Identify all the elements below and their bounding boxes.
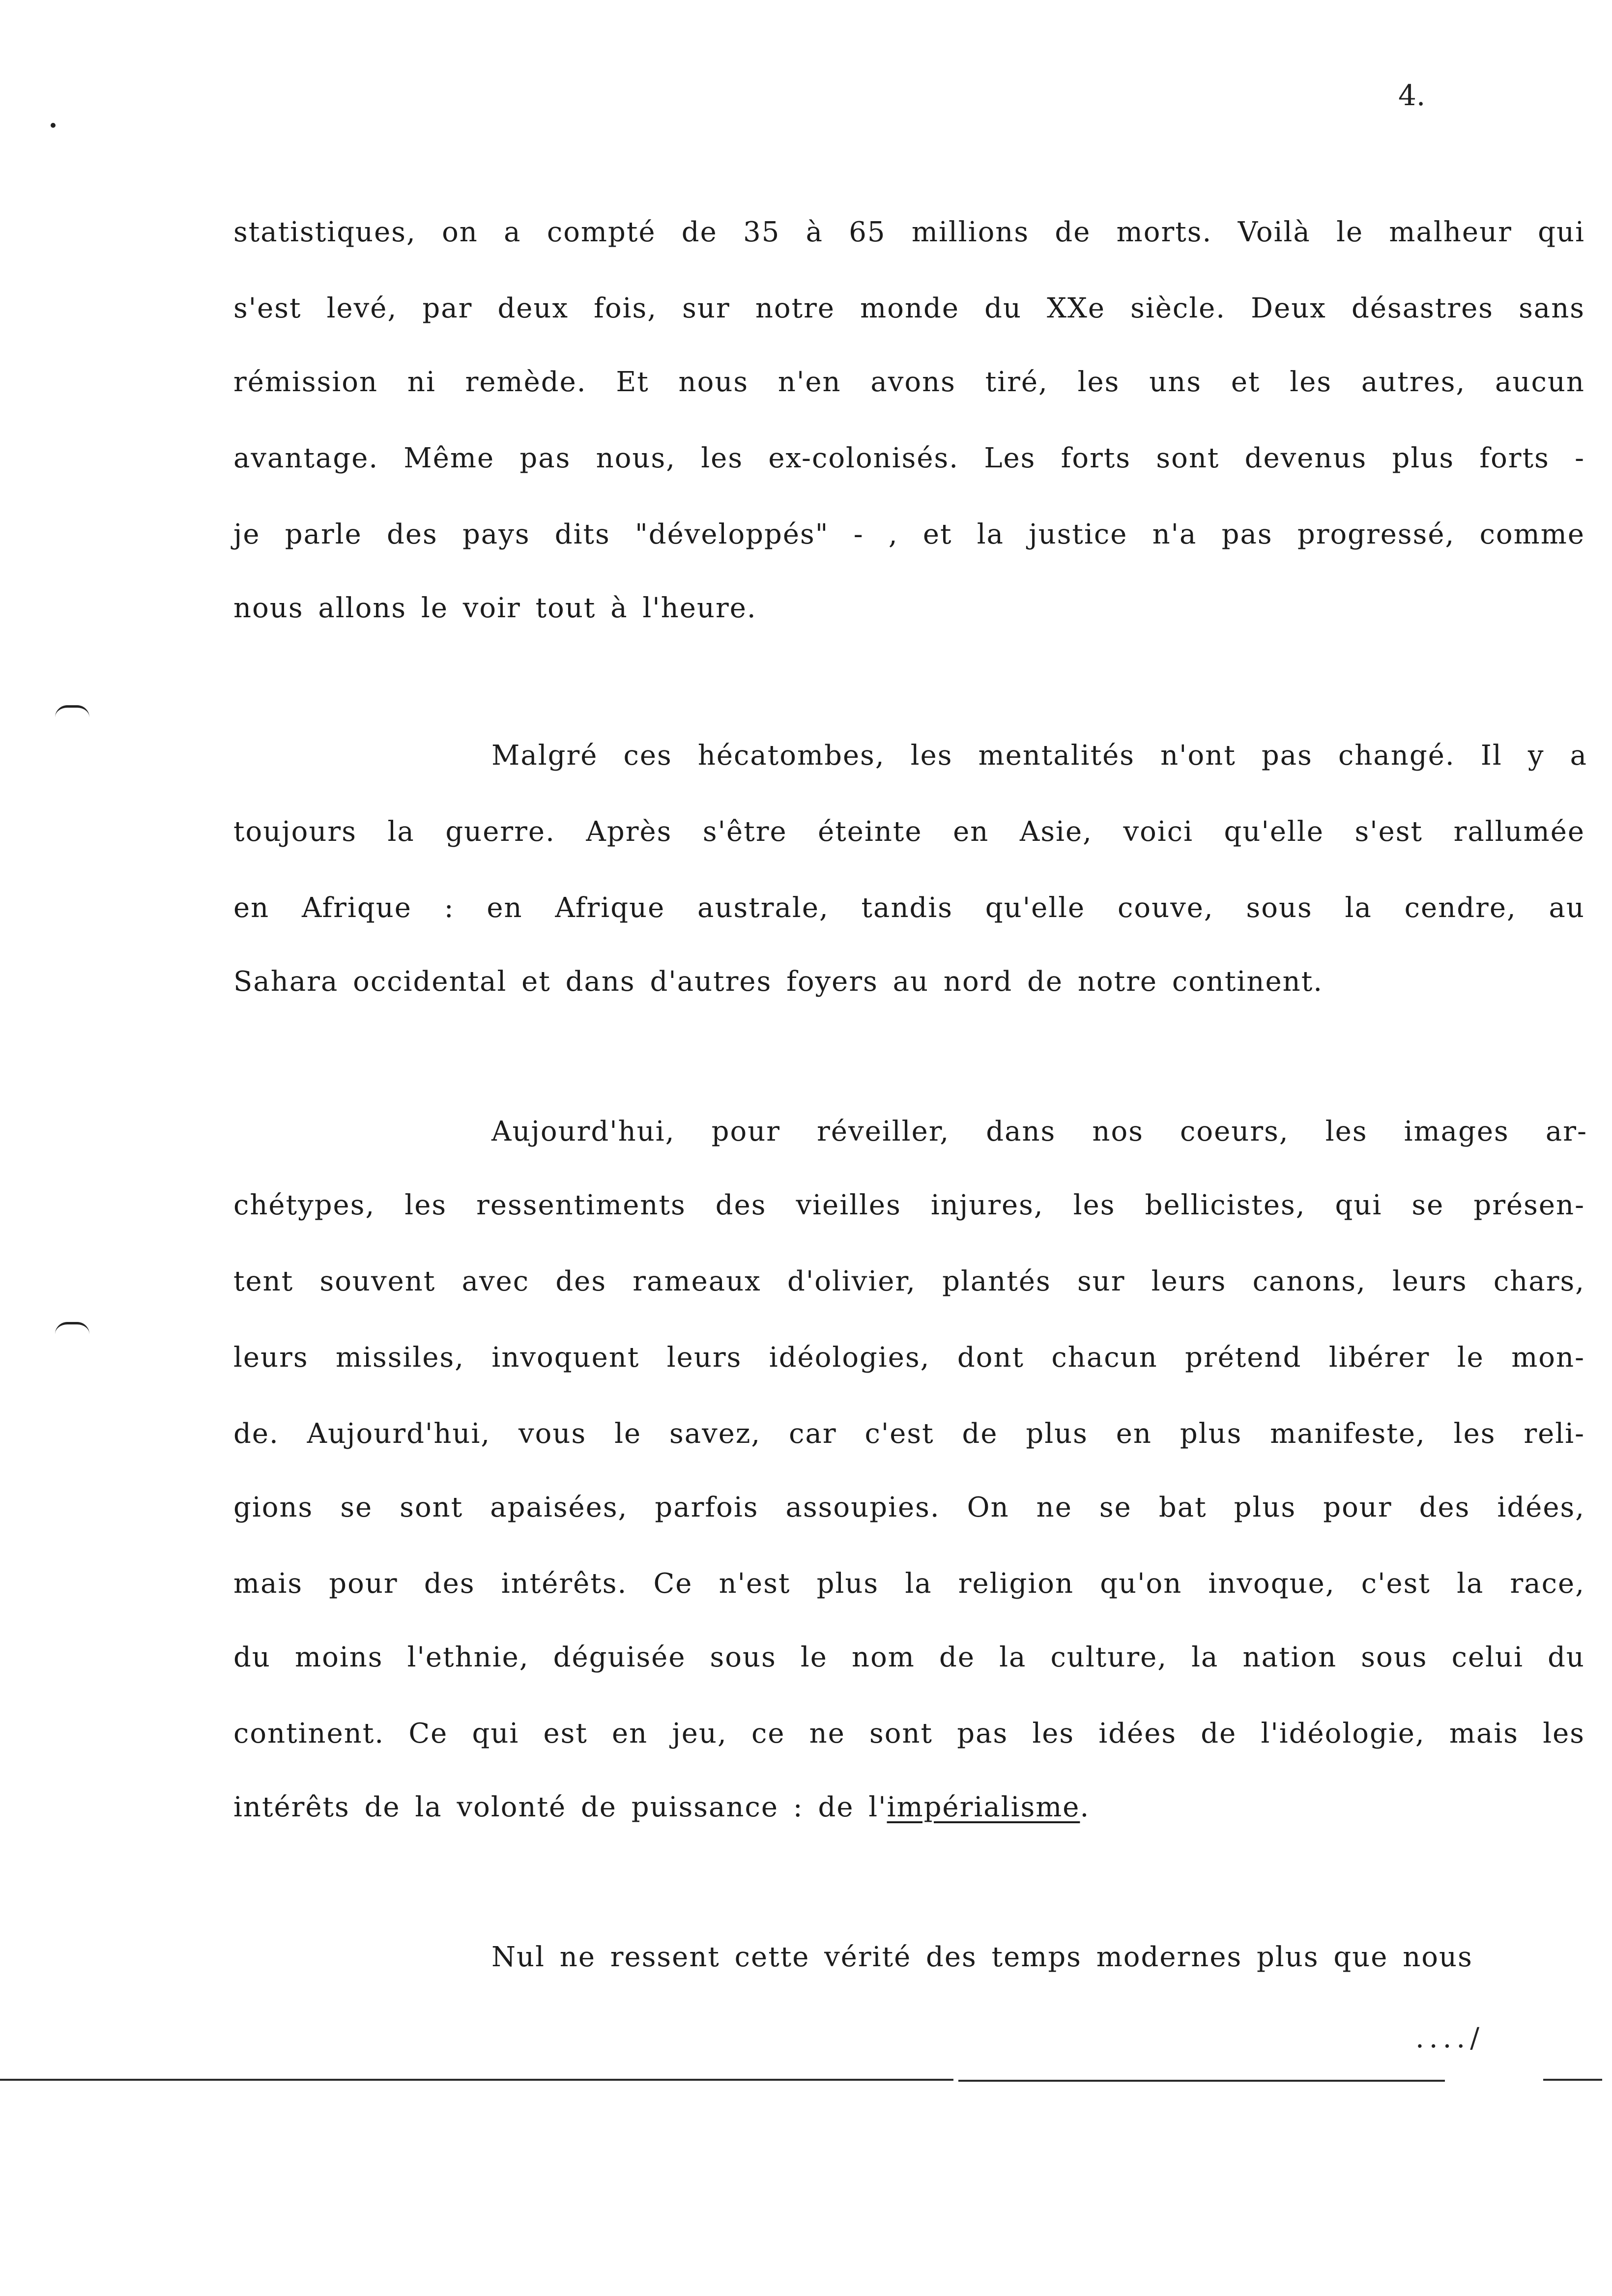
text-line: gions se sont apaisées, parfois assoupies. On ne se bat plus pour des idées, xyxy=(233,1492,1585,1523)
text-line: s'est levé, par deux fois, sur notre monde du XXe siècle. Deux désastres sans xyxy=(233,292,1585,324)
stray-dot-mark xyxy=(51,123,56,128)
footer-rule-right xyxy=(1543,2079,1602,2081)
text-line: du moins l'ethnie, déguisée sous le nom de la culture, la nation sous celui du xyxy=(233,1641,1585,1673)
text-line: mais pour des intérêts. Ce n'est plus la religion qu'on invoque, c'est la race, xyxy=(233,1568,1585,1600)
text-line: je parle des pays dits "développés" - , et la justice n'a pas progressé, comme xyxy=(233,518,1585,550)
text-line: Sahara occidental et dans d'autres foyers au nord de notre continent. xyxy=(233,966,1324,998)
text-segment: intérêts de la volonté de puissance : de l' xyxy=(233,1791,887,1823)
text-line: chétypes, les ressentiments des vieilles injures, les bellicistes, qui se présen- xyxy=(233,1189,1585,1221)
text-line: nous allons le voir tout à l'heure. xyxy=(233,592,757,624)
text-line-indented: Aujourd'hui, pour réveiller, dans nos coeurs, les images ar- xyxy=(491,1116,1587,1148)
text-line: continent. Ce qui est en jeu, ce ne sont pas les idées de l'idéologie, mais les xyxy=(233,1718,1585,1750)
text-line: en Afrique : en Afrique australe, tandis qu'elle couve, sous la cendre, au xyxy=(233,892,1585,924)
underlined-word: impérialisme xyxy=(887,1791,1080,1823)
text-line: de. Aujourd'hui, vous le savez, car c'est de plus en plus manifeste, les reli- xyxy=(233,1418,1585,1450)
text-line-last xyxy=(233,1791,1585,1823)
left-margin-mark-1 xyxy=(55,705,89,718)
footer-rule-left xyxy=(0,2079,953,2081)
page-number: 4. xyxy=(1398,79,1426,112)
text-line: toujours la guerre. Après s'être éteinte en Asie, voici qu'elle s'est rallumée xyxy=(233,816,1585,848)
continuation-mark: ..../ xyxy=(1415,2022,1485,2054)
left-margin-mark-2 xyxy=(55,1322,89,1334)
text-line: leurs missiles, invoquent leurs idéologies, dont chacun prétend libérer le mon- xyxy=(233,1342,1585,1374)
text-line: avantage. Même pas nous, les ex-colonisés. Les forts sont devenus plus forts - xyxy=(233,442,1585,474)
text-line-indented: Nul ne ressent cette vérité des temps modernes plus que nous xyxy=(491,1941,1473,1973)
text-line: rémission ni remède. Et nous n'en avons tiré, les uns et les autres, aucun xyxy=(233,366,1585,398)
text-line: tent souvent avec des rameaux d'olivier, plantés sur leurs canons, leurs chars, xyxy=(233,1265,1585,1297)
text-line-indented: Malgré ces hécatombes, les mentalités n'ont pas changé. Il y a xyxy=(491,740,1587,772)
footer-rule-middle xyxy=(958,2080,1445,2082)
text-segment: . xyxy=(1080,1791,1090,1823)
text-line: statistiques, on a compté de 35 à 65 millions de morts. Voilà le malheur qui xyxy=(233,216,1585,248)
